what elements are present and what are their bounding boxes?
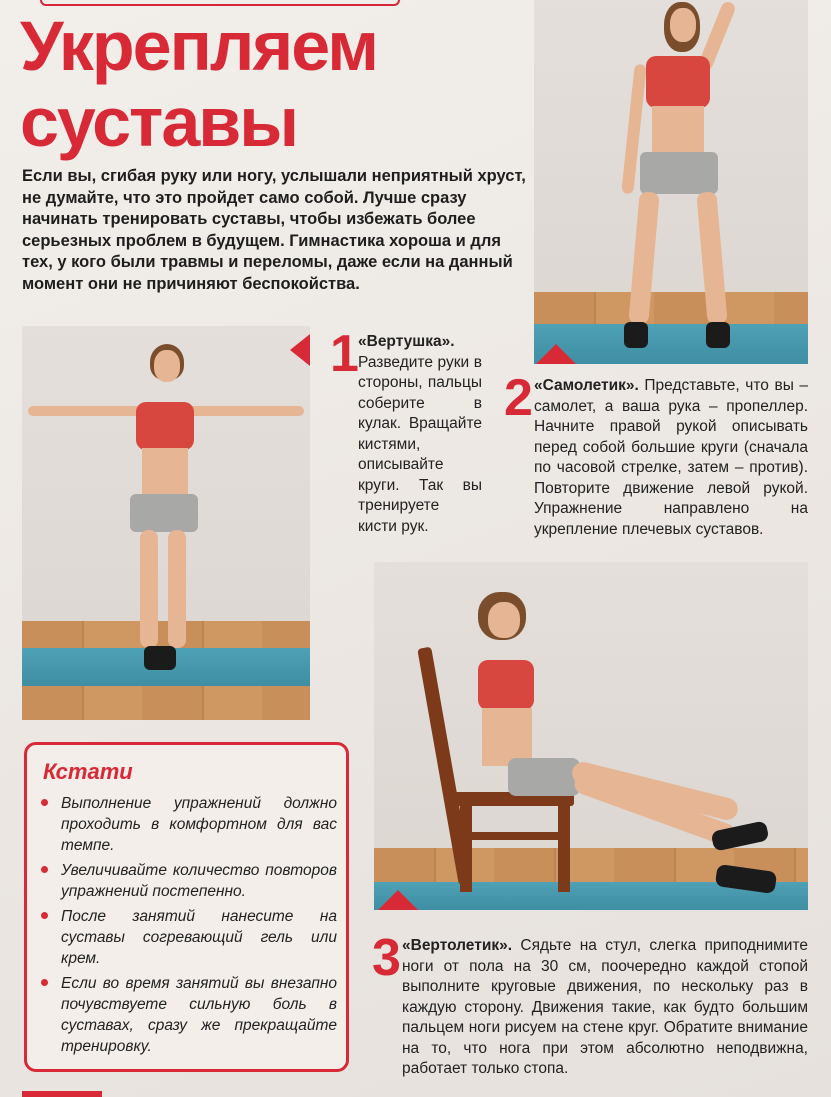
bullet-icon: [41, 912, 48, 919]
figure-head: [154, 350, 180, 382]
exercise-2-number: 2: [504, 369, 533, 427]
exercise-1-name: «Вертушка».: [358, 333, 455, 350]
figure-torso: [142, 448, 188, 498]
exercise-3-name: «Вертолетик».: [402, 937, 513, 954]
bullet-icon: [41, 866, 48, 873]
page-footer-bar: [22, 1091, 102, 1097]
article-title: [20, 8, 440, 160]
tips-item-text: Если во время занятий вы внезапно почувствуете сильную боль в суставах, сразу же прекращайте тренировку.: [61, 975, 337, 1055]
figure-shoe-left: [624, 322, 648, 348]
tips-item: [41, 906, 337, 969]
exercise-1-number: 1: [330, 325, 359, 383]
exercise-1-text: [358, 332, 482, 537]
figure-head: [670, 8, 696, 42]
figure-shoe-right: [706, 322, 730, 348]
figure-leg-right: [168, 530, 186, 648]
exercise-3-text: [402, 936, 808, 1080]
top-decor-bar: [40, 0, 400, 6]
chair-leg-front-right: [558, 806, 570, 892]
chair-leg-front-left: [460, 806, 472, 892]
tips-list: [41, 793, 337, 1061]
tips-item: [41, 793, 337, 856]
chair-rail: [458, 832, 568, 840]
exercise-2-name: «Самолетик».: [534, 377, 639, 394]
photo-exercise-1: [22, 326, 310, 720]
exercise-1-body: Разведите руки в стороны, пальцы соберите в кулак. Вращайте кистями, описывайте круги. Так вы тренируете кисти рук.: [358, 353, 482, 535]
tips-item: [41, 973, 337, 1057]
tips-box: [24, 742, 349, 1072]
title-line-2: суставы: [20, 83, 298, 161]
tips-item-text: Увеличивайте количество повторов упражнений постепенно.: [61, 862, 337, 900]
pointer-triangle-1: [290, 334, 310, 366]
pointer-triangle-2: [536, 344, 576, 364]
title-line-1: Укрепляем: [20, 7, 377, 85]
figure-torso: [652, 106, 704, 158]
exercise-3-number: 3: [372, 929, 401, 987]
exercise-2-text: [534, 376, 808, 540]
figure-head: [488, 602, 520, 638]
figure-top: [136, 402, 194, 450]
figure-top: [478, 660, 534, 710]
photo-exercise-3: [374, 562, 808, 910]
figure-leg-left: [140, 530, 158, 648]
figure-shorts: [640, 152, 718, 194]
figure-shorts: [130, 494, 198, 532]
exercise-2-body: Представьте, что вы – самолет, а ваша рука – пропеллер. Начните правой рукой описывать перед собой большие круги (сначала по часовой стрелке, затем – против). Повторите движение левой рукой. Упражнение направлено на укрепление плечевых суставов.: [534, 377, 808, 538]
exercise-3-body: Сядьте на стул, слегка приподнимите ноги от пола на 30 см, поочередно каждой стопой выполните круговые движения, по нескольку раз в каждую сторону. Движения такие, как будто большим пальцем ноги рисуем на стене круг. Обратите внимание на то, что нога при этом абсолютно неподвижна, работает только стопа.: [402, 937, 808, 1077]
article-intro: Если вы, сгибая руку или ногу, услышали неприятный хруст, не думайте, что это пройдет само собой. Лучше сразу начинать тренировать суставы, чтобы избежать более серьезных проблем в будущем. Гимнастика хороша и для тех, у кого были травмы и переломы, даже если на данный момент они не причиняют беспокойства.: [22, 167, 526, 293]
bullet-icon: [41, 979, 48, 986]
photo-exercise-2: [534, 0, 808, 364]
figure-shorts: [508, 758, 580, 796]
pointer-triangle-3: [378, 890, 418, 910]
tips-item: [41, 860, 337, 902]
bullet-icon: [41, 799, 48, 806]
tips-title: Кстати: [43, 759, 133, 784]
tips-item-text: После занятий нанесите на суставы согревающий гель или крем.: [61, 908, 337, 967]
figure-shoes: [144, 646, 176, 670]
figure-top: [646, 56, 710, 108]
tips-item-text: Выполнение упражнений должно проходить в комфортном для вас темпе.: [61, 795, 337, 854]
